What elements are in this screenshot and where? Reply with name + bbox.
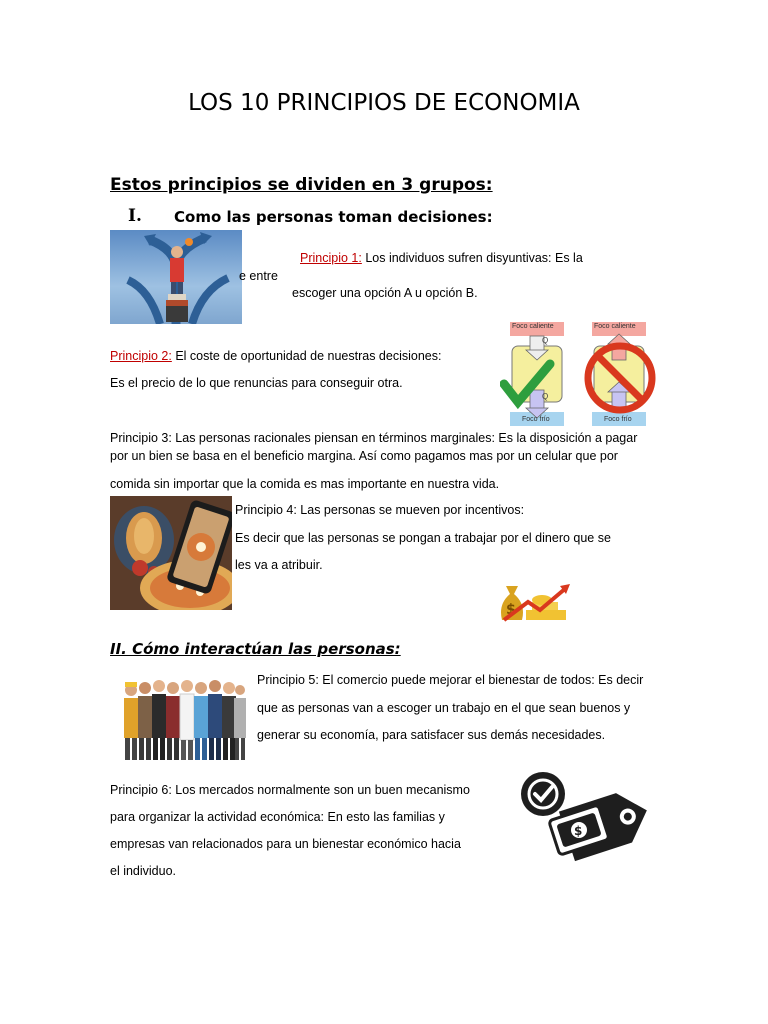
principle-3-line-3: comida sin importar que la comida es mas importante en nuestra vida. [110,477,500,491]
professionals-group-image [120,672,248,764]
principle-5-line-2: que as personas van a escoger un trabajo en el que sean buenos y [257,701,631,715]
money-growth-icon [494,580,574,624]
principle-6-line-2: para organizar la actividad económica: En esto las familias y [110,810,445,824]
crossroads-decision-image [110,230,242,324]
svg-text:$: $ [574,824,583,838]
market-tags-icon [505,768,655,872]
principle-1-line-2: e entre [239,269,278,283]
section-heading: Estos principios se dividen en 3 grupos: [110,175,493,195]
hot-label-left: Foco caliente [512,323,554,330]
principle-1-text: Los individuos sufren disyuntivas: Es la [361,251,583,265]
principle-5-line-1: Principio 5: El comercio puede mejorar el bienestar de todos: Es decir [257,673,644,687]
group-1-heading: Como las personas toman decisiones: [174,208,493,226]
principle-3-line-2: por un bien se basa en el beneficio margina. Así como pagamos mas por un celular que por [110,449,618,463]
hot-cold-diagram [500,320,665,430]
principle-3-line-1: Principio 3: Las personas racionales piensan en términos marginales: Es la disposición a pagar [110,431,638,445]
principle-5-line-3: generar su economía, para satisfacer sus demás necesidades. [257,728,606,742]
principle-4-line-2: Es decir que las personas se pongan a trabajar por el dinero que se [235,531,611,545]
principle-2-label: Principio 2: [110,349,172,363]
principle-1-label: Principio 1: [300,251,362,265]
page-title: LOS 10 PRINCIPIOS DE ECONOMIA [188,90,580,116]
principle-6-line-4: el individuo. [110,864,177,878]
principle-1-line-3: escoger una opción A u opción B. [292,286,478,300]
food-phone-image [110,496,232,610]
q-top-label: Q [542,336,549,345]
svg-text:$: $ [506,602,516,618]
hot-label-right: Foco caliente [594,323,636,330]
principle-4-line-1: Principio 4: Las personas se mueven por incentivos: [235,503,525,517]
principle-6-line-1: Principio 6: Los mercados normalmente son un buen mecanismo [110,783,470,797]
group-2-heading: II. Cómo interactúan las personas: [110,640,401,658]
principle-1-line-1 [300,250,583,266]
cold-label-left: Foco frío [522,416,550,423]
principle-6-line-3: empresas van relacionados para un bienestar económico hacia [110,837,461,851]
q-bottom-label: Q [542,392,549,401]
principle-4-line-3: les va a atribuir. [235,558,323,572]
principle-2-text: El coste de oportunidad de nuestras decisiones: [171,349,442,363]
principle-2-line-2: Es el precio de lo que renuncias para conseguir otra. [110,376,403,390]
principle-2-line-1 [110,348,441,364]
cold-label-right: Foco frío [604,416,632,423]
group-1-numeral: I. [128,206,142,226]
